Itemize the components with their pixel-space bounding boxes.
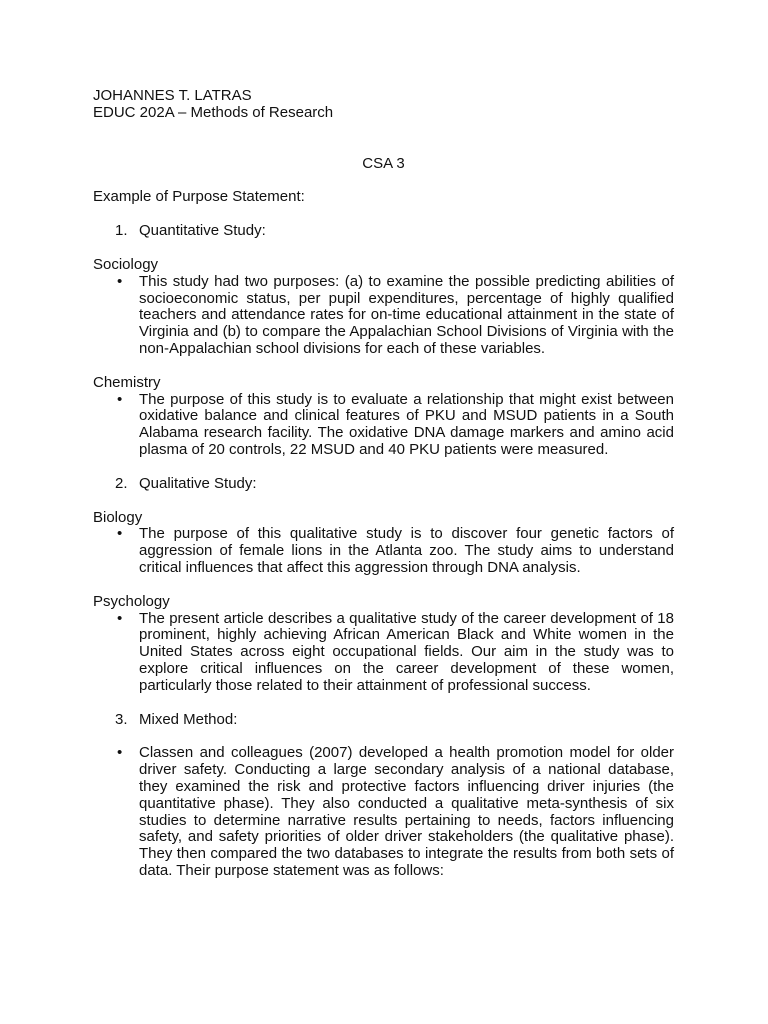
bullet-icon: • (117, 272, 123, 290)
bullet-item (115, 611, 674, 695)
section-number: 1. (115, 222, 128, 240)
bullet-text: Classen and colleagues (2007) developed a health promotion model for older driver safety. Conducting a large secondary analysis of a national database, they examined the risk and protective factors influencing driver injuries (the quantitative phase). They also conducted a qualitative meta-synthesis of six studies to determine narrative results pertaining to needs, factors influencing safety, and safety priorities of older driver stakeholders (the qualitative phase). They then compared the two databases to integrate the results from both sets of data. Their purpose statement was as follows: (139, 744, 674, 879)
author-name: JOHANNES T. LATRAS (93, 87, 252, 104)
bullet-icon: • (117, 390, 123, 408)
bullet-text: The purpose of this study is to evaluate a relationship that might exist between oxidative balance and clinical features of PKU and MSUD patients in a South Alabama research facility. The oxidative DNA damage markers and amino acid plasma of 20 controls, 22 MSUD and 40 PKU patients were measured. (139, 390, 674, 458)
subsection-label-chemistry: Chemistry (93, 373, 161, 391)
bullet-text: The present article describes a qualitative study of the career development of 18 prominent, highly achieving African American Black and White women in the United States across eight occupational fields. Our aim in the study was to explore critical influences on the career development of these women, particularly those related to their attainment of professional success. (139, 609, 674, 694)
subsection-label-sociology: Sociology (93, 255, 159, 273)
course-name: EDUC 202A – Methods of Research (93, 103, 334, 121)
bullet-text: The purpose of this qualitative study is to discover four genetic factors of aggression of female lions in the Atlanta zoo. The study aims to understand critical influences that affect this aggression through DNA analysis. (139, 525, 674, 576)
document-title: CSA 3 (362, 154, 405, 172)
intro-heading: Example of Purpose Statement: (93, 188, 305, 206)
section-title: Mixed Method: (139, 710, 238, 728)
document-page (93, 88, 674, 880)
subsection-label-biology: Biology (93, 508, 143, 526)
bullet-icon: • (117, 525, 123, 543)
section-3-heading (115, 712, 674, 729)
bullet-item (115, 526, 674, 576)
section-title: Quantitative Study: (139, 222, 266, 240)
section-number: 3. (115, 710, 128, 728)
bullet-item (115, 274, 674, 358)
section-2-heading (115, 476, 674, 493)
section-number: 2. (115, 474, 128, 492)
section-1-heading (115, 223, 674, 240)
bullet-icon: • (117, 744, 123, 762)
bullet-item (115, 392, 674, 459)
bullet-text: This study had two purposes: (a) to examine the possible predicting abilities of socioeconomic status, per pupil expenditures, percentage of highly qualified teachers and attendance rates for on-time educational attainment in the state of Virginia and (b) to compare the Appalachian School Divisions of Virginia with the non-Appalachian school divisions for each of these variables. (139, 272, 674, 357)
bullet-icon: • (117, 609, 123, 627)
subsection-label-psychology: Psychology (93, 592, 170, 610)
bullet-item (115, 745, 674, 879)
section-title: Qualitative Study: (139, 474, 257, 492)
